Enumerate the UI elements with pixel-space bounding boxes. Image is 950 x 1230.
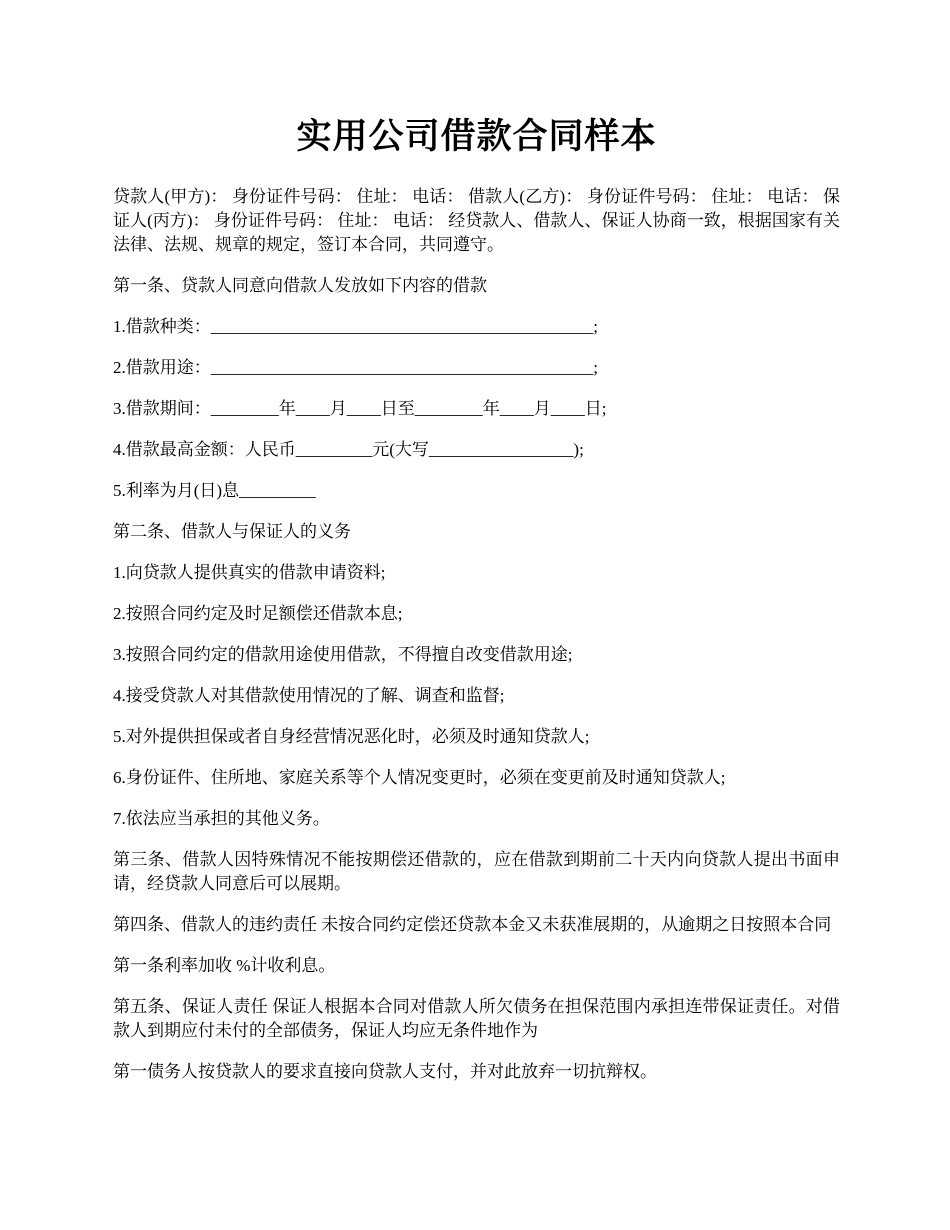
article-3-paragraph: 第三条、借款人因特殊情况不能按期偿还借款的，应在借款到期前二十天内向贷款人提出书面申请，经贷款人同意后可以展期。 xyxy=(113,850,840,893)
obligation-item-5: 5.对外提供担保或者自身经营情况恶化时，必须及时通知贷款人; xyxy=(113,727,590,746)
document-page xyxy=(113,112,840,1101)
loan-max-amount-line: 4.借款最高金额：人民币_________元(大写_________________); xyxy=(113,440,584,459)
loan-type-line: 1.借款种类：_____________________________________________; xyxy=(113,317,598,336)
article-1-heading: 第一条、贷款人同意向借款人发放如下内容的借款 xyxy=(113,276,487,295)
obligation-item-2: 2.按照合同约定及时足额偿还借款本息; xyxy=(113,604,403,623)
article-4-paragraph: 第四条、借款人的违约责任 未按合同约定偿还贷款本金又未获准展期的，从逾期之日按照本合同 xyxy=(113,915,832,934)
article-5-continuation: 第一债务人按贷款人的要求直接向贷款人支付，并对此放弃一切抗辩权。 xyxy=(113,1062,657,1081)
obligation-item-7: 7.依法应当承担的其他义务。 xyxy=(113,809,330,828)
article-2-heading: 第二条、借款人与保证人的义务 xyxy=(113,522,351,541)
obligation-item-6: 6.身份证件、住所地、家庭关系等个人情况变更时，必须在变更前及时通知贷款人; xyxy=(113,768,726,787)
article-4-continuation: 第一条利率加收 %计收利息。 xyxy=(113,956,336,975)
article-5-paragraph: 第五条、保证人责任 保证人根据本合同对借款人所欠债务在担保范围内承担连带保证责任。对借款人到期应付未付的全部债务，保证人均应无条件地作为 xyxy=(113,997,840,1040)
loan-purpose-line: 2.借款用途：_____________________________________________; xyxy=(113,358,598,377)
parties-paragraph: 贷款人(甲方)： 身份证件号码： 住址： 电话： 借款人(乙方)： 身份证件号码： 住址： 电话： 保证人(丙方)： 身份证件号码： 住址： 电话： 经贷款人、借款人、保证人协商一致，根据国家有关法律、法规、规章的规定，签订本合同，共同遵守。 xyxy=(113,187,840,254)
interest-rate-line: 5.利率为月(日)息_________ xyxy=(113,481,316,500)
obligation-item-3: 3.按照合同约定的借款用途使用借款，不得擅自改变借款用途; xyxy=(113,645,573,664)
obligation-item-4: 4.接受贷款人对其借款使用情况的了解、调查和监督; xyxy=(113,686,505,705)
obligation-item-1: 1.向贷款人提供真实的借款申请资料; xyxy=(113,563,386,582)
document-title: 实用公司借款合同样本 xyxy=(296,117,657,156)
loan-period-line: 3.借款期间：________年____月____日至________年____月____日; xyxy=(113,399,607,418)
